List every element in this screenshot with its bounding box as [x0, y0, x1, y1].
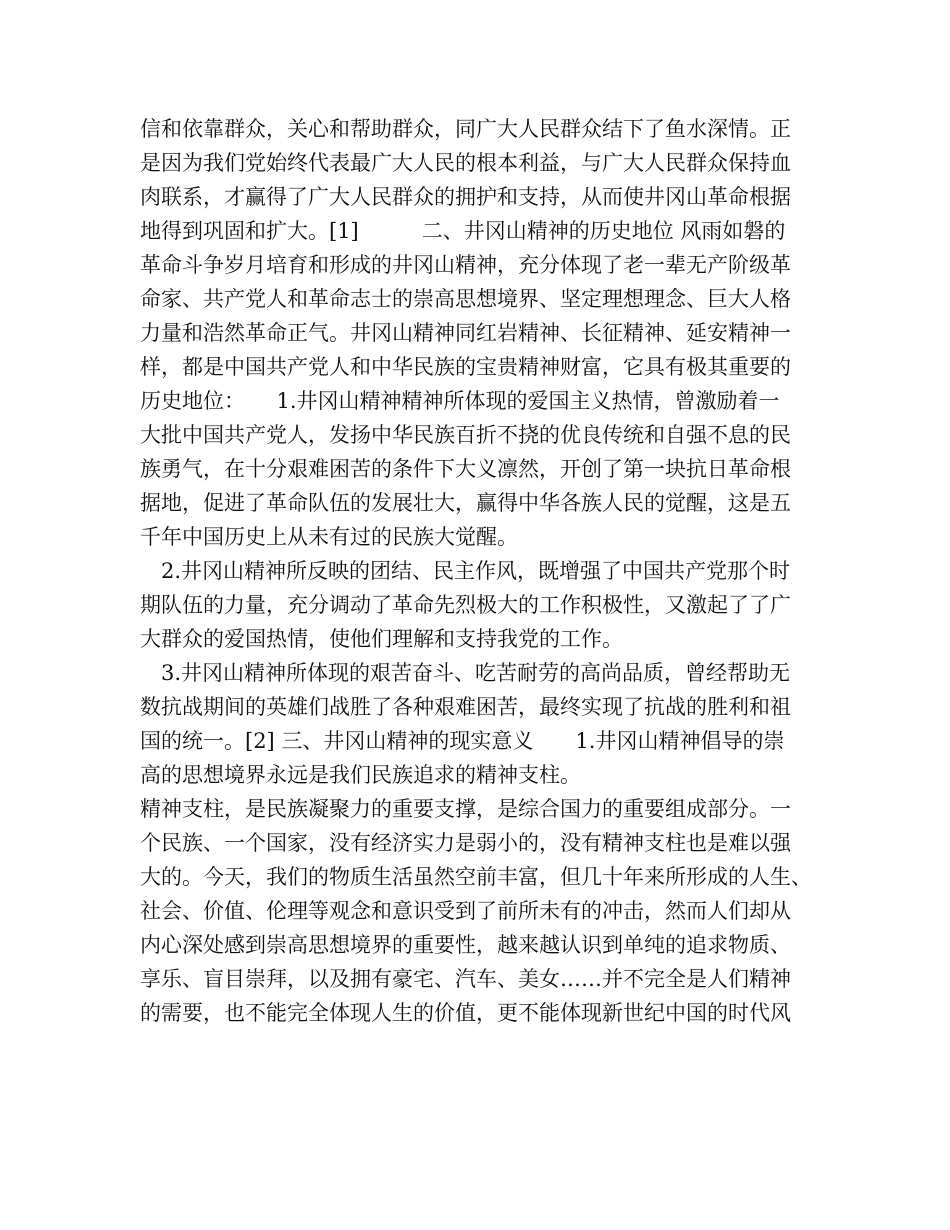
- text-line: 地得到巩固和扩大。[1] 二、井冈山精神的历史地位 风雨如磐的: [140, 219, 786, 243]
- text-line: 革命斗争岁月培育和形成的井冈山精神，充分体现了老一辈无产阶级革: [140, 253, 791, 277]
- text-line: 内心深处感到崇高思想境界的重要性，越来越认识到单纯的追求物质、: [140, 933, 791, 957]
- document-body: [140, 112, 820, 1030]
- text-line: 命家、共产党人和革命志士的崇高思想境界、坚定理想理念、巨大人格: [140, 287, 791, 311]
- text-line: 据地，促进了革命队伍的发展壮大，赢得中华各族人民的觉醒，这是五: [140, 491, 791, 515]
- text-line: 样，都是中国共产党人和中华民族的宝贵精神财富，它具有极其重要的: [140, 355, 791, 379]
- text-line: 享乐、盲目崇拜，以及拥有豪宅、汽车、美女……并不完全是人们精神: [140, 967, 791, 991]
- text-line: 信和依靠群众，关心和帮助群众，同广大人民群众结下了鱼水深情。正: [140, 117, 791, 141]
- text-line: 力量和浩然革命正气。井冈山精神同红岩精神、长征精神、延安精神一: [140, 321, 791, 345]
- text-line: 期队伍的力量，充分调动了革命先烈极大的工作积极性，又激起了了广: [140, 593, 791, 617]
- text-line: 历史地位： 1.井冈山精神精神所体现的爱国主义热情，曾激励着一: [140, 389, 780, 413]
- text-line: 大群众的爱国热情，使他们理解和支持我党的工作。: [140, 627, 623, 651]
- text-line: 高的思想境界永远是我们民族追求的精神支柱。: [140, 763, 581, 787]
- text-line: 肉联系，才赢得了广大人民群众的拥护和支持，从而使井冈山革命根据: [140, 185, 791, 209]
- text-line: 大的。今天，我们的物质生活虽然空前丰富，但几十年来所形成的人生、: [140, 865, 812, 889]
- text-line: 个民族、一个国家，没有经济实力是弱小的，没有精神支柱也是难以强: [140, 831, 791, 855]
- text-line: 族勇气，在十分艰难困苦的条件下大义凛然，开创了第一块抗日革命根: [140, 457, 791, 481]
- text-line: 国的统一。[2] 三、井冈山精神的现实意义 1.井冈山精神倡导的崇: [140, 729, 785, 753]
- text-line: 的需要，也不能完全体现人生的价值，更不能体现新世纪中国的时代风: [140, 1001, 791, 1025]
- text-line: 3.井冈山精神所体现的艰苦奋斗、吃苦耐劳的高尚品质，曾经帮助无: [140, 661, 791, 685]
- text-line: 数抗战期间的英雄们战胜了各种艰难困苦，最终实现了抗战的胜利和祖: [140, 695, 791, 719]
- text-line: 2.井冈山精神所反映的团结、民主作风，既增强了中国共产党那个时: [140, 559, 791, 583]
- text-line: 千年中国历史上从未有过的民族大觉醒。: [140, 525, 518, 549]
- text-line: 精神支柱，是民族凝聚力的重要支撑，是综合国力的重要组成部分。一: [140, 797, 791, 821]
- text-line: 是因为我们党始终代表最广大人民的根本利益，与广大人民群众保持血: [140, 151, 791, 175]
- text-line: 社会、价值、伦理等观念和意识受到了前所未有的冲击，然而人们却从: [140, 899, 791, 923]
- text-line: 大批中国共产党人，发扬中华民族百折不挠的优良传统和自强不息的民: [140, 423, 791, 447]
